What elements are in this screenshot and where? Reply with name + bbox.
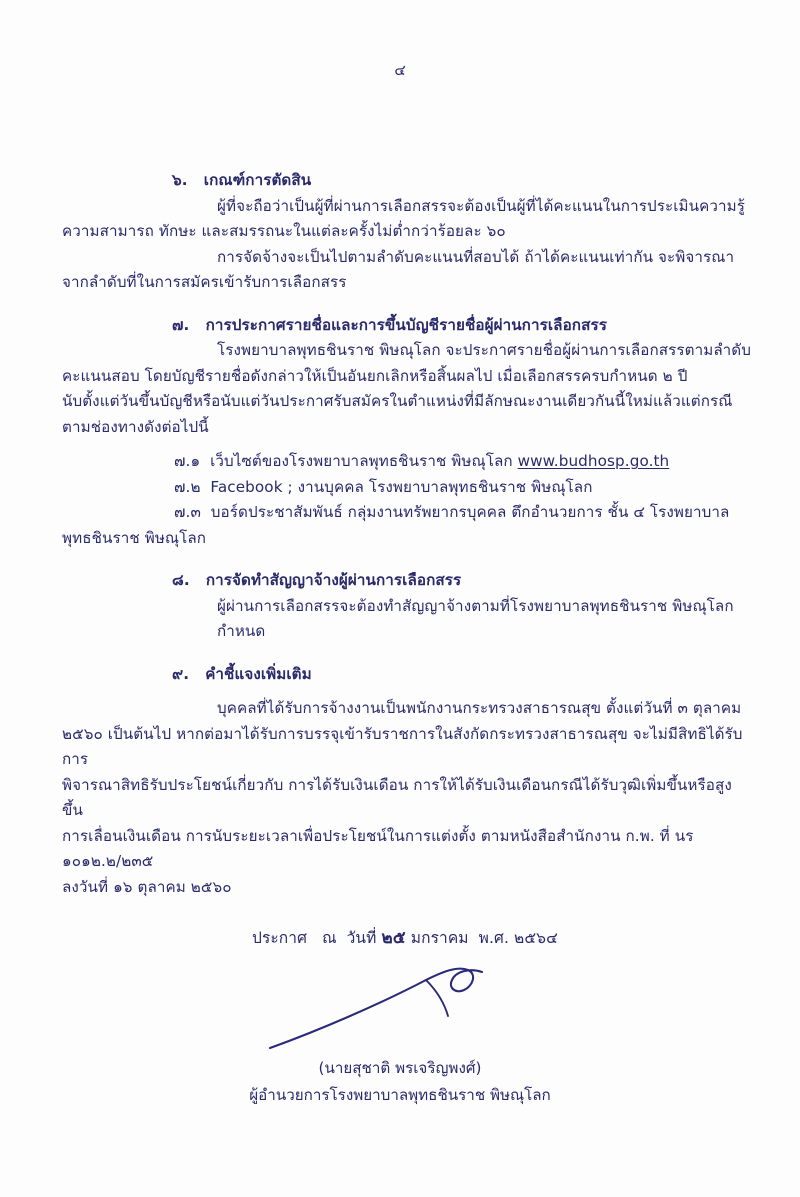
paragraph: โรงพยาบาลพุทธชินราช พิษณุโลก จะประกาศรายชื่อผู้ผ่านการเลือกสรรตามลำดับ: [217, 341, 751, 359]
section-number-6: ๖.: [172, 171, 188, 189]
paragraph: ๒๕๖๐ เป็นต้นไป หากต่อมาได้รับการบรรจุเข้ารับราชการในสังกัดกระทรวงสาธารณสุข จะไม่มีสิทธิได้รับการ: [62, 724, 743, 768]
paragraph: บุคคลที่ได้รับการจ้างงานเป็นพนักงานกระทรวงสาธารณสุข ตั้งแต่วันที่ ๓ ตุลาคม: [217, 699, 742, 717]
paragraph: ตามช่องทางดังต่อไปนี้: [62, 417, 209, 436]
signatory-title: ผู้อำนวยการโรงพยาบาลพุทธชินราช พิษณุโลก: [249, 1086, 551, 1104]
section-title-9: คำชี้แจงเพิ่มเติม: [205, 664, 312, 683]
paragraph: นับตั้งแต่วันขึ้นบัญชีหรือนับแต่วันประกาศรับสมัครในตำแหน่งที่มีลักษณะงานเดียวกันนี้ใหม่แล้วแต่กรณี: [62, 392, 733, 410]
section-title-7: การประกาศรายชื่อและการขึ้นบัญชีรายชื่อผู้ผ่านการเลือกสรร: [205, 315, 607, 334]
signatory-name: (นายสุชาติ พรเจริญพงศ์): [318, 1059, 482, 1077]
paragraph: ความสามารถ ทักษะ และสมรรถนะในแต่ละครั้งไม่ต่ำกว่าร้อยละ ๖๐: [62, 222, 506, 240]
announcement-date-line: [62, 926, 752, 952]
section-heading-criteria: [62, 168, 752, 194]
signature-mark: [230, 960, 570, 1060]
section-number-8: ๘.: [172, 571, 190, 589]
section-heading-announcement: [62, 313, 752, 339]
subitem-text-73: บอร์ดประชาสัมพันธ์ กลุ่มงานทรัพยากรบุคคล ตึกอำนวยการ ชั้น ๔ โรงพยาบาล: [210, 503, 730, 521]
subitem-text-72: Facebook ; งานบุคคล โรงพยาบาลพุทธชินราช พิษณุโลก: [210, 477, 593, 496]
section-number-7: ๗.: [172, 315, 190, 334]
list-item: [62, 449, 752, 475]
announcement-prefix: ประกาศ ณ วันที่: [252, 929, 382, 947]
paragraph: พิจารณาสิทธิรับประโยชน์เกี่ยวกับ การได้รับเงินเดือน การให้ได้รับเงินเดือนกรณีได้รับวุฒิเพิ่มขึ้นหรือสูงขึ้น: [62, 775, 732, 819]
website-link[interactable]: www.budhosp.go.th: [517, 452, 670, 470]
paragraph: ลงวันที่ ๑๖ ตุลาคม ๒๕๖๐: [62, 877, 232, 896]
announcement-day: ๒๕: [381, 928, 406, 948]
subitem-number-71: ๗.๑: [174, 452, 201, 470]
list-item: [62, 475, 752, 501]
paragraph: คะแนนสอบ โดยบัญชีรายชื่อดังกล่าวให้เป็นอันยกเลิกหรือสิ้นผลไป เมื่อเลือกสรรครบกำหนด ๒ ปี: [62, 366, 688, 385]
document-body: [62, 168, 752, 952]
paragraph: จากลำดับที่ในการสมัครเข้ารับการเลือกสรร: [62, 273, 347, 291]
section-number-9: ๙.: [172, 664, 190, 683]
list-item: [62, 500, 752, 526]
paragraph: การจัดจ้างจะเป็นไปตามลำดับคะแนนที่สอบได้ ถ้าได้คะแนนเท่ากัน จะพิจารณา: [217, 247, 735, 266]
subitem-continuation: พุทธชินราช พิษณุโลก: [62, 528, 207, 547]
announcement-year: ๒๕๖๔: [514, 929, 558, 947]
paragraph: ผู้ที่จะถือว่าเป็นผู้ที่ผ่านการเลือกสรรจะต้องเป็นผู้ที่ได้คะแนนในการประเมินความรู้: [217, 196, 746, 215]
subitem-text-71: เว็บไซต์ของโรงพยาบาลพุทธชินราช พิษณุโลก: [210, 452, 518, 470]
page-number: ๔: [394, 61, 406, 79]
paragraph: การเลื่อนเงินเดือน การนับระยะเวลาเพื่อประโยชน์ในการแต่งตั้ง ตามหนังสือสำนักงาน ก.พ. ที่ นร ๑๐๑๒.๒/๒๓๕: [62, 826, 699, 870]
paragraph: ผู้ผ่านการเลือกสรรจะต้องทำสัญญาจ้างตามที่โรงพยาบาลพุทธชินราช พิษณุโลกกำหนด: [217, 596, 734, 640]
section-title-6: เกณฑ์การตัดสิน: [203, 171, 312, 189]
subitem-number-72: ๗.๒: [174, 477, 201, 496]
section-heading-additional: [62, 662, 752, 688]
section-title-8: การจัดทำสัญญาจ้างผู้ผ่านการเลือกสรร: [205, 571, 462, 589]
announcement-middle: มกราคม พ.ศ.: [405, 929, 515, 947]
section-heading-contract: [62, 568, 752, 594]
subitem-number-73: ๗.๓: [174, 503, 201, 521]
signature-block: [0, 960, 800, 1107]
